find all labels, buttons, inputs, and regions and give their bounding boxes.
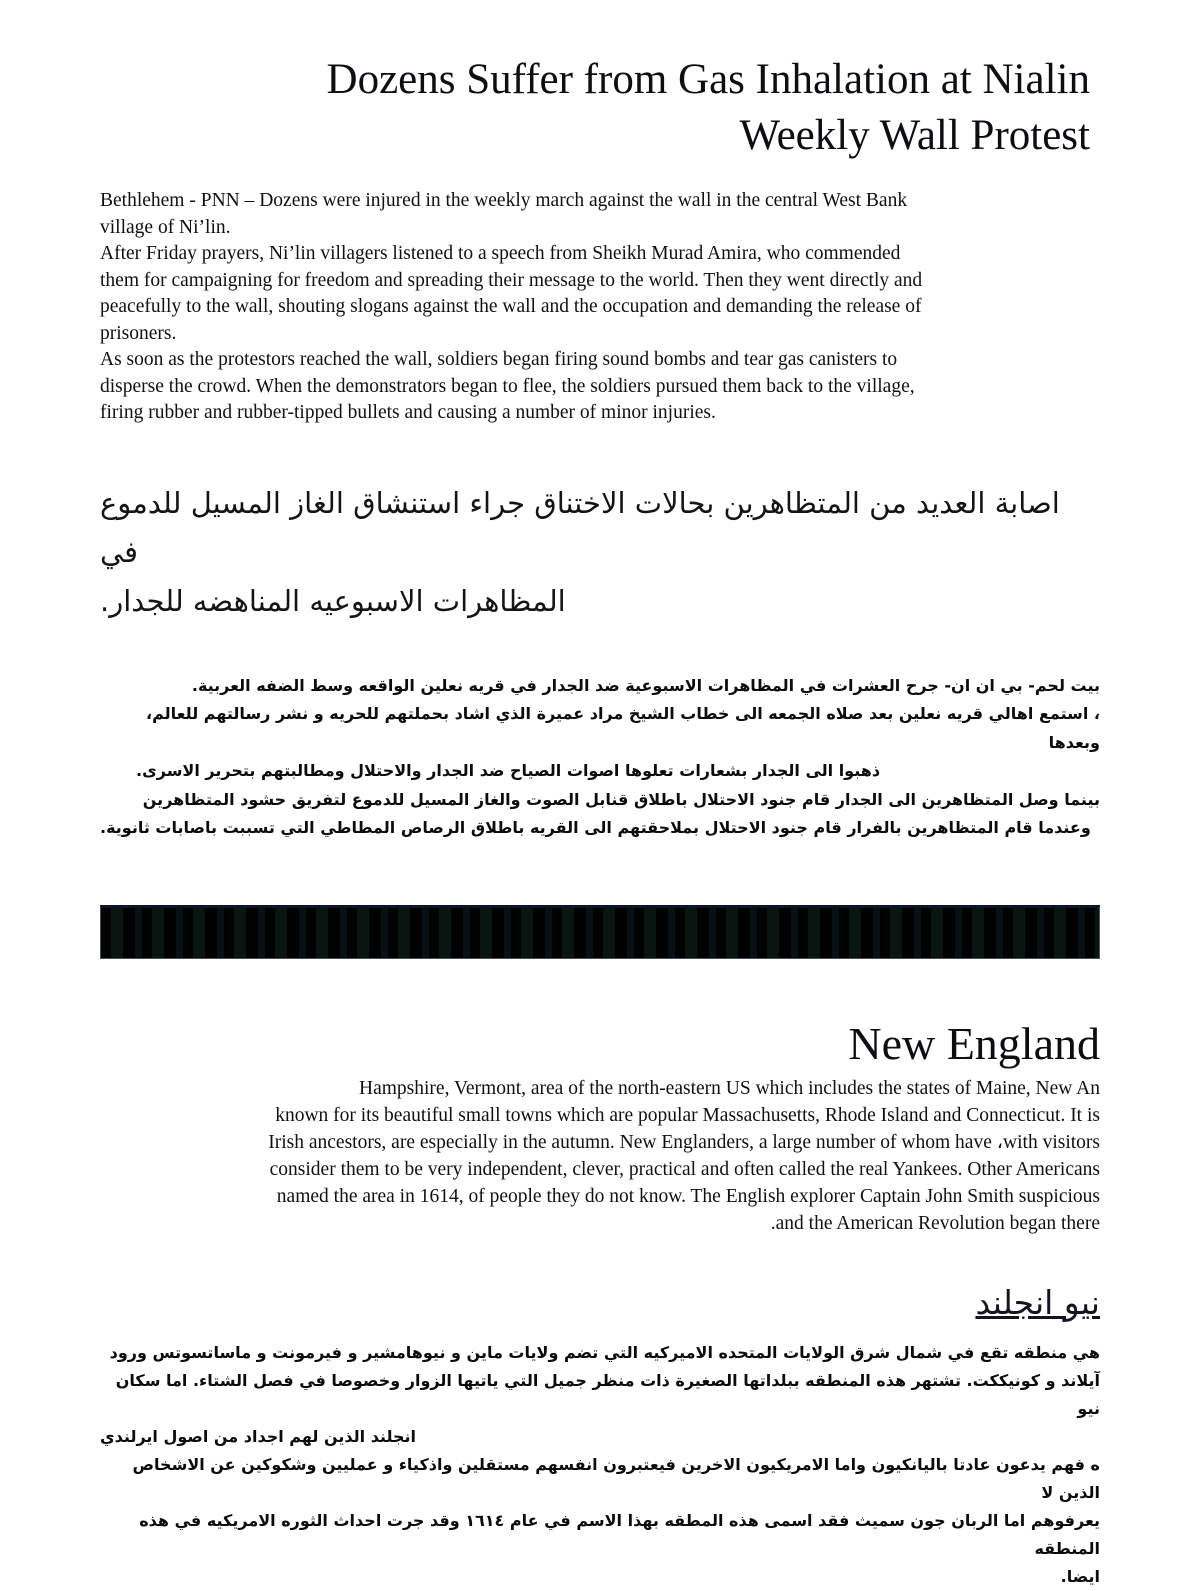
english-text-line: Bethlehem - PNN – Dozens were injured in the weekly march against the wall in the central West Bank — [100, 190, 908, 211]
article1-arabic-headline — [100, 479, 1100, 626]
arabic-text-line: ه فهم يدعون عادتا باليانكيون واما الامريكيون الاخرين فيعتبرون انفسهم مستقلين واذكياء و عمليين وشكوكين عن الاشخاص الذين لا — [132, 1454, 1100, 1502]
english-text-line: As soon as the protestors reached the wall, soldiers began firing sound bombs and tear gas canisters to — [100, 349, 898, 370]
english-text-line: firing rubber and rubber-tipped bullets and causing a number of minor injuries. — [100, 402, 716, 423]
article1-headline — [100, 52, 1090, 164]
arabic-text-line: بينما وصل المتظاهرين الى الجدار قام جنود الاحتلال باطلاق قنابل الصوت والغاز المسيل للدموع لتفريق حشود المتظاهرين — [142, 789, 1100, 809]
arabic-text-line: وعندما قام المتظاهرين بالفرار قام جنود الاحتلال بملاحقتهم الى القريه باطلاق الرصاص المطاطي التي تسببت باصابات ثانوية. — [100, 818, 1091, 837]
arabic-text-line: انجلند الذين لهم اجداد من اصول ايرلندي — [100, 1426, 417, 1446]
redacted-black-banner — [100, 905, 1100, 959]
headline-line-2: Weekly Wall Protest — [739, 112, 1090, 159]
article2-arabic-title: نيو انجلند — [975, 1282, 1100, 1322]
english-text-line: peacefully to the wall, shouting slogans against the wall and the occupation and demanding the release of — [100, 296, 922, 317]
headline-line-1: Dozens Suffer from Gas Inhalation at Nialin — [326, 56, 1090, 103]
arabic-headline-line: المظاهرات الاسبوعيه المناهضه للجدار. — [100, 583, 566, 618]
english-text-line: disperse the crowd. When the demonstrators began to flee, the soldiers pursued them back to the village, — [100, 375, 915, 397]
english-text-line: prisoners. — [100, 322, 177, 344]
english-text-line: After Friday prayers, Ni’lin villagers listened to a speech from Sheikh Murad Amira, who commended — [100, 243, 901, 264]
article1-arabic-paragraph — [100, 672, 1100, 843]
arabic-text-line: ايضا. — [1060, 1566, 1100, 1586]
arabic-text-line: آيلاند و كونيككت. تشتهر هذه المنطقه ببلداتها الصغيرة ذات منظر جميل التي ياتيها الزوار وخصوصا في فصل الشتاء. اما سكان نيو — [115, 1370, 1100, 1418]
arabic-text-line: ذهبوا الى الجدار بشعارات تعلوها اصوات الصياح ضد الجدار والاحتلال ومطالبتهم بتحرير الاسرى. — [136, 761, 881, 780]
english-text-line: village of Ni’lin. — [100, 216, 231, 238]
english-text-line: known for its beautiful small towns which are popular Massachusetts, Rhode Island and Connecticut. It is — [275, 1104, 1100, 1126]
english-text-line: named the area in 1614, of people they do not know. The English explorer Captain John Smith suspicious — [276, 1185, 1100, 1207]
article1-english-paragraph — [100, 188, 1100, 427]
english-text-line: .and the American Revolution began there — [770, 1212, 1100, 1234]
arabic-text-line: بيت لحم- بي ان ان- جرح العشرات في المظاهرات الاسبوعية ضد الجدار في قريه نعلين الواقعه وسط الضفه العربية. — [191, 675, 1100, 695]
arabic-headline-line: اصابة العديد من المتظاهرين بحالات الاختناق جراء استنشاق الغاز المسيل للدموع في — [100, 485, 1060, 569]
document-page — [0, 52, 1200, 1586]
english-text-line: Hampshire, Vermont, area of the north-eastern US which includes the states of Maine, New An — [359, 1077, 1100, 1099]
arabic-text-line: يعرفوهم اما الربان جون سميث فقد اسمى هذه المطقه بهذا الاسم في عام ١٦١٤ وقد جرت احداث الثوره الامريكيه في هذه المنطقه — [139, 1510, 1100, 1558]
arabic-text-line: هي منطقه تقع في شمال شرق الولايات المتحده الاميركيه التي تضم ولايات ماين و نيوهامشير و فيرمونت و ماساتسوتس ورود — [109, 1342, 1100, 1362]
article2-arabic-paragraph — [100, 1339, 1100, 1591]
arabic-text-line: ، استمع اهالي قريه نعلين بعد صلاه الجمعه الى خطاب الشيخ مراد عميرة الذي اشاد بحملتهم للحريه و نشر رسالتهم للعالم، وبعدها — [146, 704, 1100, 752]
english-text-line: them for campaigning for freedom and spreading their message to the world. Then they went directly and — [100, 269, 923, 291]
english-text-line: consider them to be very independent, clever, practical and often called the real Yankees. Other Americans — [269, 1158, 1100, 1180]
article2-english-paragraph — [100, 1075, 1100, 1237]
article2-title: New England — [848, 1017, 1100, 1069]
english-text-line: Irish ancestors, are especially in the autumn. New Englanders, a large number of whom have ،with visitors — [268, 1131, 1100, 1153]
